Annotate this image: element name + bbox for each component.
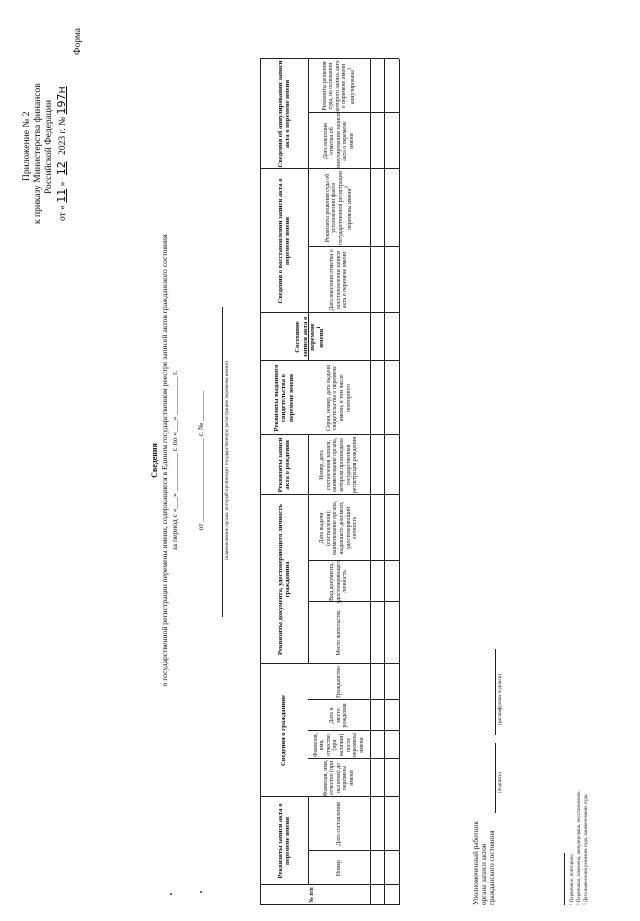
name-caption: (расшифровка подписи) [498, 673, 503, 725]
col-doc-type: Вид документа, удостоверяющего личность [329, 559, 349, 604]
scan-speck [170, 893, 172, 895]
col-annul-date: Дата внесения отметки об аннулировании записи акта о перемене имени [322, 113, 355, 169]
appendix-line2: к приказу Министерства финансов [33, 83, 43, 224]
period-line: за период с «___» __________ г. по «___» __________ г. [170, 370, 179, 551]
group-status [262, 313, 358, 361]
form-label: Форма [73, 27, 83, 55]
date-day: 11 [55, 188, 68, 203]
footnote-3: ³ Дата вынесения решения суда, наименование суда. [584, 793, 589, 905]
status-mark: 1 [316, 326, 323, 329]
annul-basis-label: Реквизиты решения суда, на основании которого запись акта о перемене имени аннулирована [321, 60, 356, 112]
annul-mark: 3 [347, 67, 353, 71]
col-fio-after: Фамилия, имя, отчество (при наличии) после перемены имени [312, 732, 365, 758]
footnote-separator [564, 853, 565, 905]
col-birth-record: Номер, дата составления записи, наименование органа, которым произведена государственная регистрация рождения [319, 437, 359, 493]
col-fio-before: Фамилия, имя, отчество (при наличии) до перемены имени [322, 759, 355, 797]
group-birth-record: Реквизиты записи акта о рождении [276, 437, 291, 493]
col-residence: Место жительства [335, 610, 342, 656]
status-label: Состояние записи акта о перемене имени [294, 316, 326, 358]
footnote-2: ² Первичная, изменена, аннулирована, восстановлена. [577, 790, 582, 905]
col-doc-issued: Дата выдачи (составления); наименование органа, выдавшего документ, удостоверяющий личность [319, 500, 359, 556]
col-annul-basis [310, 59, 368, 113]
group-act-record: Реквизиты записи акта о перемене имени [276, 803, 291, 879]
group-restore: Сведения о восстановлении записи акта о перемене имени [276, 178, 291, 304]
signature-blank [495, 743, 496, 813]
issuer-blank-line [222, 307, 223, 617]
group-annul: Сведения об аннулировании записи акта о перемене имени [276, 60, 291, 168]
doc-title: Сведения [150, 443, 159, 478]
scan-speck [200, 891, 202, 893]
appendix-date-line [56, 86, 69, 221]
appendix-line1: Приложение № 2 [22, 111, 32, 181]
signer-line2: органа записи актов [480, 843, 488, 905]
date-prefix: от « [58, 205, 68, 221]
group-citizen: Сведения о гражданине [280, 695, 288, 766]
footnote-1: ¹ Первичное, повторное. [570, 853, 575, 905]
restore-mark: 2 [344, 186, 350, 189]
col-number: Номер [335, 859, 342, 877]
signer-line1: Уполномоченный работник [472, 821, 480, 905]
col-citizenship: Гражданство [335, 666, 342, 698]
group-certificate: Реквизиты выданного свидетельства о перемене имени [272, 364, 295, 432]
from-line: от ______________________ г. № ________ [196, 390, 205, 531]
col-birth: Дата и место рождения [329, 703, 349, 728]
col-date: Дата составления [335, 802, 342, 846]
date-month: 12 [55, 161, 68, 176]
doc-subtitle: о государственной регистрации перемены имени, содержащиеся в Едином государственном реестре записей актов гражданского состояния [160, 234, 169, 687]
col-restore-basis [310, 169, 368, 247]
signature-caption: (подпись) [498, 772, 503, 793]
date-mid2: 2023 г. № [58, 116, 68, 155]
signer-line3: гражданского состояния [488, 830, 496, 905]
name-blank [495, 649, 496, 735]
col-certificate: Серия, номер, дата выдачи свидетельства о перемене имени, в том числе повторного [325, 365, 352, 431]
col-restore-date: Дата внесения отметки о восстановлении записи акта о перемене имени [329, 249, 349, 311]
issuer-caption: (наименование органа, который производит государственную регистрацию перемены имени) [225, 361, 230, 560]
col-row-number: № п/п [308, 887, 315, 903]
date-mid1: » [58, 181, 68, 187]
order-number: 197н [55, 86, 68, 115]
restore-basis-label: Реквизиты решения суда об установлении факта государственной регистрации перемены имени [324, 171, 353, 245]
group-identity-doc: Реквизиты документа, удостоверяющего личность гражданина [276, 504, 291, 655]
appendix-line3: Российской Федерации [44, 99, 54, 194]
